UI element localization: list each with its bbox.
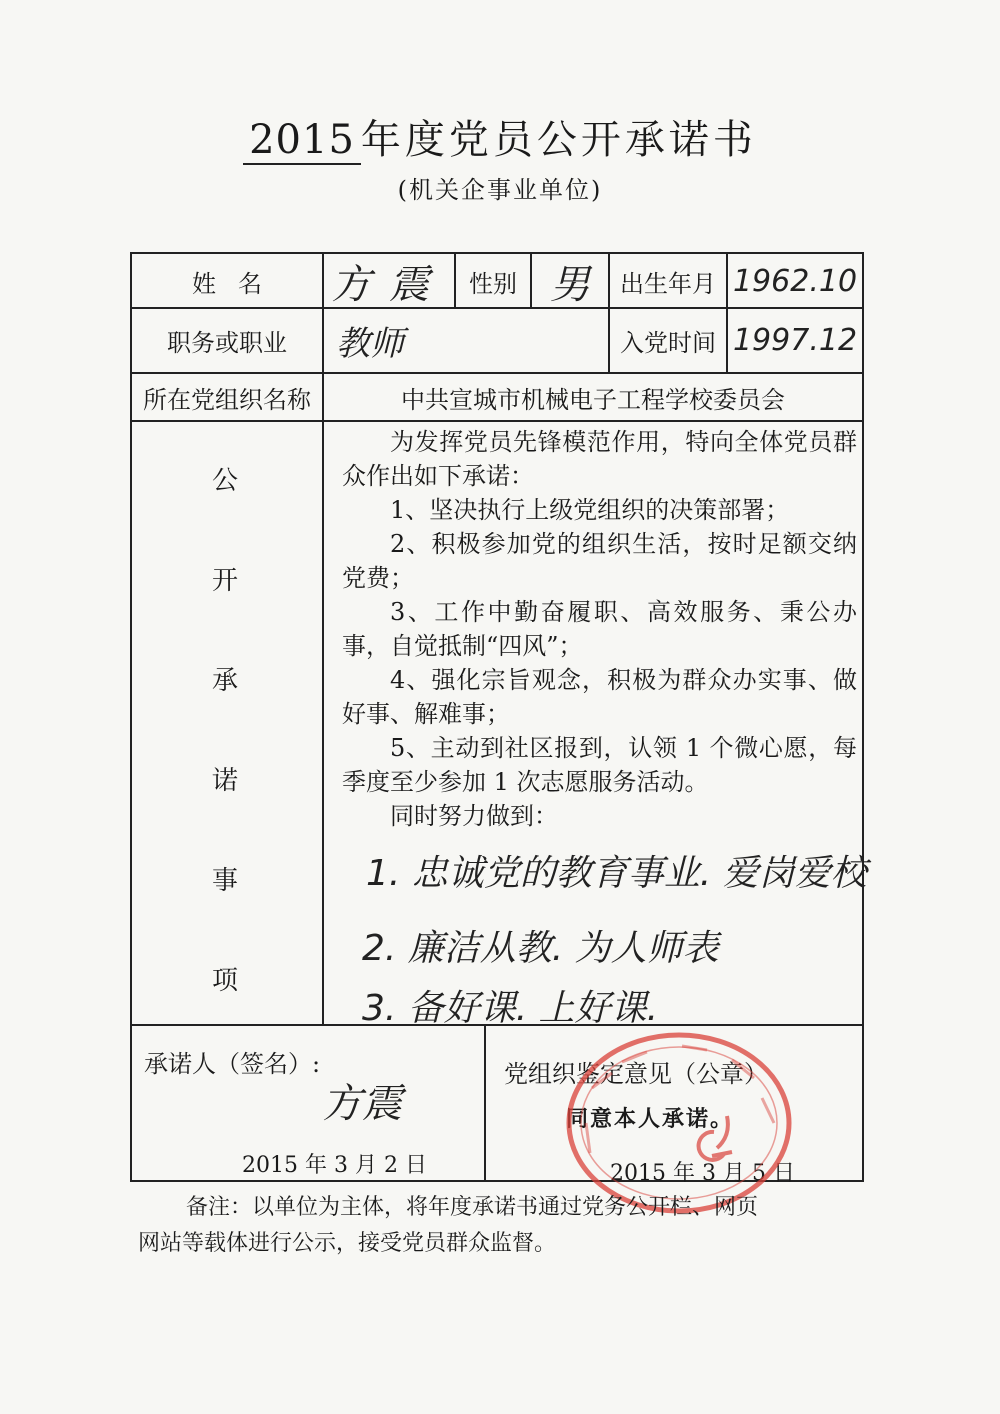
section-char: 承 xyxy=(211,666,238,696)
section-char: 事 xyxy=(211,866,238,896)
signer-signature: 方震 xyxy=(322,1081,402,1127)
handwritten-commitment: 1. 忠诚党的教育事业. 爱岗爱校 xyxy=(366,853,867,894)
section-char: 开 xyxy=(211,566,238,596)
handwritten-commitment: 2. 廉洁从教. 为人师表 xyxy=(362,928,719,969)
org-opinion-label: 党组织鉴定意见（公章） xyxy=(504,1060,768,1088)
commitment-also: 同时努力做到： xyxy=(390,802,558,830)
org-label: 所在党组织名称 xyxy=(143,385,311,414)
footnote xyxy=(138,1190,858,1262)
org-date: 2015 年 3 月 5 日 xyxy=(610,1161,795,1186)
commitment-item: 5、主动到社区报到，认领 1 个微心愿，每季度至少参加 1 次志愿服务活动。 xyxy=(342,734,857,796)
section-char: 公 xyxy=(211,466,238,496)
footnote-line: 网站等载体进行公示，接受党员群众监督。 xyxy=(138,1231,557,1256)
join-label: 入党时间 xyxy=(620,328,716,357)
commitment-intro: 为发挥党员先锋模范作用，特向全体党员群众作出如下承诺： xyxy=(342,428,857,490)
org-value: 中共宣城市机械电子工程学校委员会 xyxy=(401,385,785,414)
commitment-item: 2、积极参加党的组织生活，按时足额交纳党费； xyxy=(342,530,857,592)
job-value: 教师 xyxy=(336,323,404,364)
name-label: 姓名 xyxy=(192,269,284,298)
commitment-item: 3、工作中勤奋履职、高效服务、秉公办事，自觉抵制“四风”； xyxy=(342,598,857,660)
document-subtitle: (机关企事业单位) xyxy=(397,176,603,204)
section-char: 项 xyxy=(211,966,238,996)
name-value: 方震 xyxy=(331,261,447,308)
title-year: 2015 xyxy=(243,117,361,165)
handwritten-commitment: 3. 备好课. 上好课. xyxy=(362,988,659,1029)
job-label: 职务或职业 xyxy=(167,328,287,357)
commitment-item: 1、坚决执行上级党组织的决策部署； xyxy=(390,496,790,524)
commitment-item: 4、强化宗旨观念，积极为群众办实事、做好事、解难事； xyxy=(342,666,857,728)
section-char: 诺 xyxy=(211,766,238,796)
document-title xyxy=(0,108,1000,165)
footnote-line: 备注：以单位为主体，将年度承诺书通过党务公开栏、网页 xyxy=(186,1195,759,1220)
join-value: 1997.12 xyxy=(732,322,858,358)
birth-label: 出生年月 xyxy=(620,269,716,298)
signer-date: 2015 年 3 月 2 日 xyxy=(242,1153,427,1178)
gender-label: 性别 xyxy=(469,269,517,298)
title-text: 年度党员公开承诺书 xyxy=(360,117,757,163)
org-opinion-text: 同意本人承诺。 xyxy=(566,1106,735,1132)
birth-value: 1962.10 xyxy=(732,263,858,299)
signer-label: 承诺人（签名）: xyxy=(144,1050,321,1078)
commitment-body xyxy=(342,425,857,833)
gender-value: 男 xyxy=(550,261,590,308)
